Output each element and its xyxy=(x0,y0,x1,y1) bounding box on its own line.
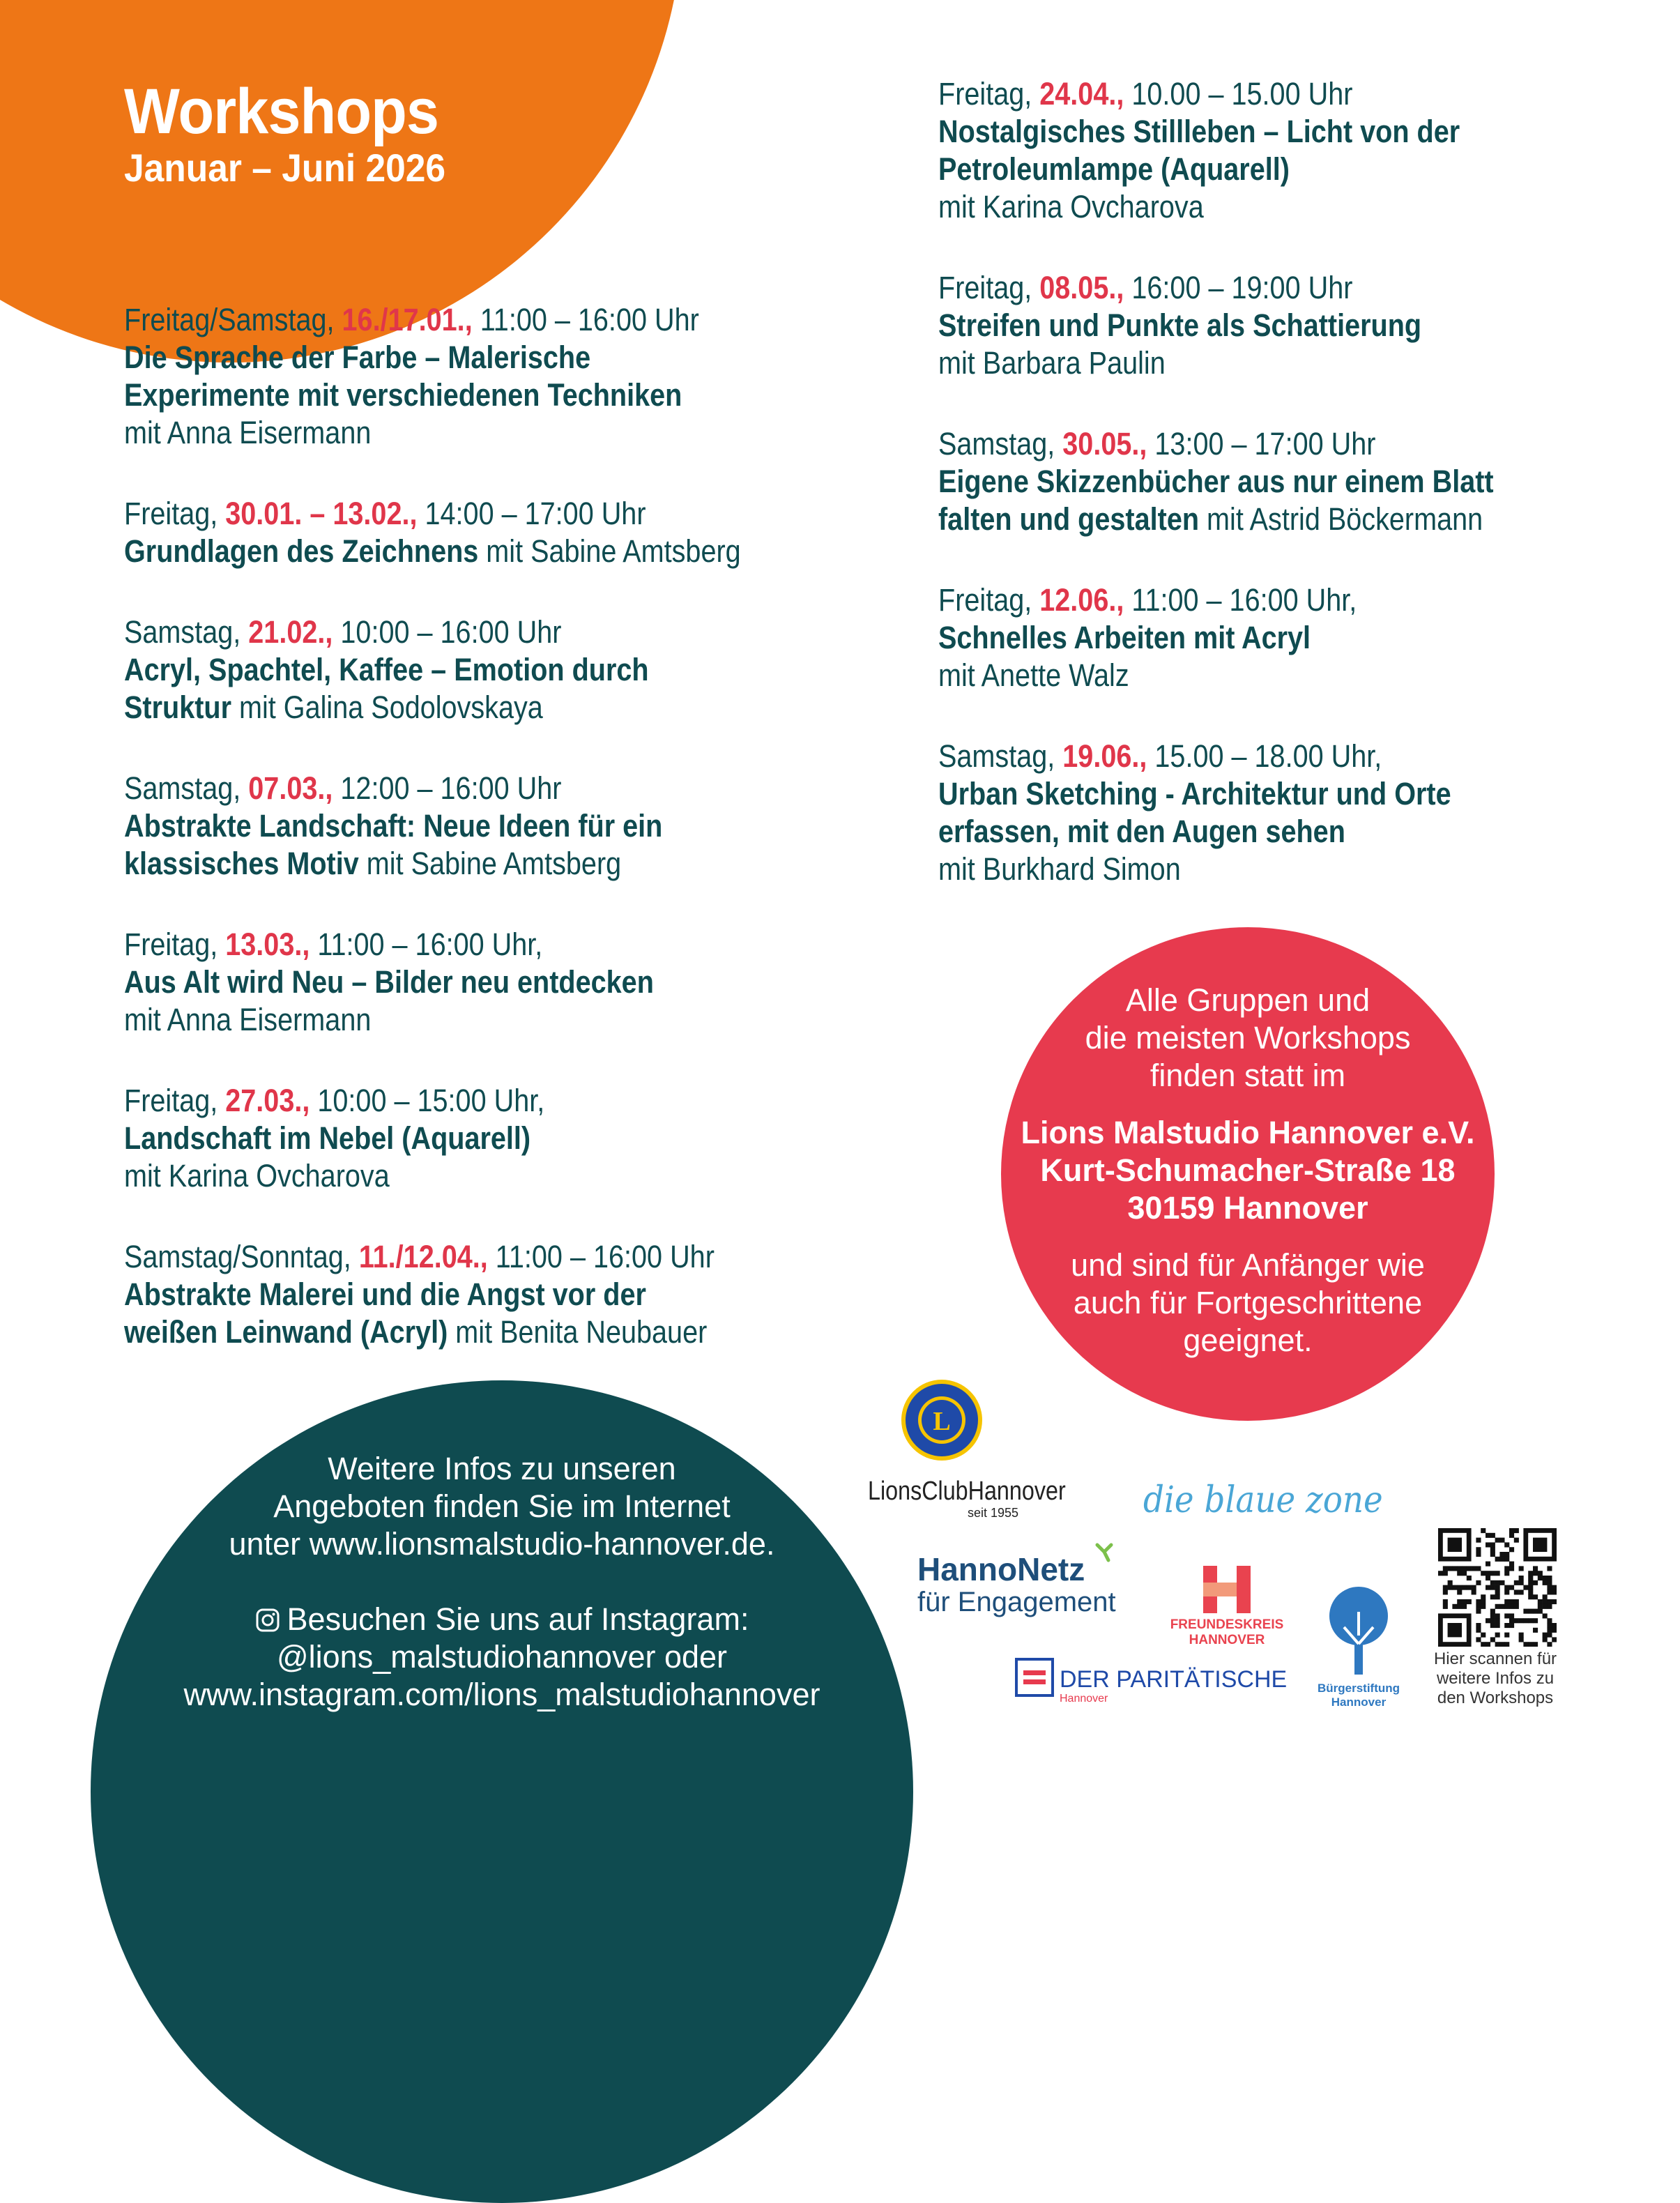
workshop-day: Samstag, xyxy=(124,614,249,650)
workshop-title-line xyxy=(938,463,1680,501)
workshop-schedule xyxy=(124,1238,885,1276)
workshop-entry xyxy=(124,495,885,570)
workshop-title: klassisches Motiv xyxy=(124,846,359,881)
workshop-date: 24.04., xyxy=(1039,76,1124,112)
workshop-title: Grundlagen des Zeichnens xyxy=(124,533,479,569)
workshop-entry xyxy=(124,1238,885,1351)
workshop-time: 16:00 – 19:00 Uhr xyxy=(1124,270,1353,305)
workshop-teacher: mit Astrid Böckermann xyxy=(1199,501,1483,537)
workshop-time: 15.00 – 18.00 Uhr, xyxy=(1147,738,1382,774)
venue-address-line: Kurt-Schumacher-Straße 18 xyxy=(1040,1152,1456,1188)
workshop-entry xyxy=(938,75,1680,226)
qr-caption xyxy=(1426,1649,1565,1708)
workshop-title: Petroleumlampe (Aquarell) xyxy=(938,151,1290,187)
lions-club-emblem-icon xyxy=(899,1378,984,1463)
workshop-entry xyxy=(124,770,885,883)
workshop-title-line xyxy=(938,775,1680,813)
workshop-day: Freitag, xyxy=(124,496,226,531)
instagram-url[interactable]: www.instagram.com/lions_malstudiohannover xyxy=(183,1677,820,1712)
workshop-date: 12.06., xyxy=(1039,582,1124,618)
workshop-date: 27.03., xyxy=(225,1083,310,1118)
hannonetz-logo-subtitle: für Engagement xyxy=(917,1587,1116,1617)
workshop-schedule xyxy=(124,301,885,339)
workshop-entry xyxy=(124,613,885,726)
workshop-time: 11:00 – 16:00 Uhr, xyxy=(310,927,543,962)
qr-caption-line: weitere Infos zu xyxy=(1436,1669,1555,1688)
workshop-date: 13.03., xyxy=(225,927,310,962)
workshop-title: Struktur xyxy=(124,689,232,725)
qr-code[interactable] xyxy=(1438,1528,1557,1647)
hannonetz-spark-icon xyxy=(1094,1542,1125,1563)
page-subtitle: Januar – Juni 2026 xyxy=(124,146,446,190)
workshop-title: Abstrakte Landschaft: Neue Ideen für ein xyxy=(124,808,663,844)
workshop-teacher: mit Anette Walz xyxy=(938,657,1129,693)
workshop-day: Samstag, xyxy=(938,738,1063,774)
venue-intro-line: Alle Gruppen und xyxy=(1125,982,1370,1018)
workshop-day: Samstag, xyxy=(938,426,1063,462)
workshop-day: Freitag, xyxy=(938,582,1040,618)
workshop-date: 16./17.01., xyxy=(342,302,473,337)
workshop-title-line xyxy=(938,501,1680,538)
workshop-time: 14:00 – 17:00 Uhr xyxy=(417,496,646,531)
workshop-day: Freitag, xyxy=(124,1083,226,1118)
paritaetische-logo-subtitle: Hannover xyxy=(1060,1693,1108,1705)
freundeskreis-logo-subtitle: HANNOVER xyxy=(1189,1633,1265,1647)
workshop-teacher: mit Sabine Amtsberg xyxy=(358,846,622,881)
buergerstiftung-logo-subtitle: Hannover xyxy=(1331,1695,1387,1709)
venue-outro-line: geeignet. xyxy=(1183,1322,1313,1358)
workshop-teacher: mit Sabine Amtsberg xyxy=(478,533,741,569)
venue-address-line: 30159 Hannover xyxy=(1127,1190,1368,1226)
workshop-title-line xyxy=(938,151,1680,188)
workshop-date: 08.05., xyxy=(1039,270,1124,305)
workshop-title: weißen Leinwand (Acryl) xyxy=(124,1314,448,1350)
buergerstiftung-logo-title: Bürgerstiftung xyxy=(1317,1682,1400,1695)
workshop-title: Urban Sketching - Architektur und Orte xyxy=(938,776,1451,811)
workshop-teacher: mit Anna Eisermann xyxy=(124,415,372,450)
instagram-handle[interactable]: @lions_malstudiohannover oder xyxy=(276,1639,728,1675)
workshop-time: 11:00 – 16:00 Uhr xyxy=(472,302,699,337)
venue-outro-line: und sind für Anfänger wie xyxy=(1071,1247,1425,1283)
workshop-title-line xyxy=(124,1276,885,1313)
workshop-title-line xyxy=(938,307,1680,344)
workshop-day: Freitag, xyxy=(938,76,1040,112)
workshop-entry xyxy=(938,581,1680,694)
workshop-date: 30.05., xyxy=(1062,426,1147,462)
workshop-title: Aus Alt wird Neu – Bilder neu entdecken xyxy=(124,964,654,1000)
workshop-schedule xyxy=(938,738,1680,775)
workshop-title-line xyxy=(124,845,885,883)
workshop-schedule xyxy=(124,770,885,807)
workshop-entry xyxy=(938,425,1680,538)
workshop-title-line xyxy=(938,113,1680,151)
workshop-title: Abstrakte Malerei und die Angst vor der xyxy=(124,1276,646,1312)
workshop-date: 19.06., xyxy=(1062,738,1147,774)
workshop-title: Experimente mit verschiedenen Techniken xyxy=(124,377,682,413)
paritaetische-logo-title: DER PARITÄTISCHE xyxy=(1060,1666,1288,1693)
workshop-time: 11:00 – 16:00 Uhr, xyxy=(1124,582,1357,618)
workshop-time: 13:00 – 17:00 Uhr xyxy=(1147,426,1376,462)
workshop-day: Samstag/Sonntag, xyxy=(124,1239,359,1274)
workshop-entry xyxy=(124,301,885,452)
workshop-date: 30.01. – 13.02., xyxy=(225,496,418,531)
web-info-line: Weitere Infos zu unseren xyxy=(328,1451,676,1486)
lions-club-since: seit 1955 xyxy=(968,1506,1019,1520)
web-info-line[interactable]: unter www.lionsmalstudio-hannover.de. xyxy=(229,1526,775,1562)
hannonetz-logo-title: HannoNetz xyxy=(917,1551,1085,1587)
blaue-zone-logo: die blaue zone xyxy=(1143,1479,1383,1521)
workshop-title-line xyxy=(124,376,885,414)
workshop-title: Acryl, Spachtel, Kaffee – Emotion durch xyxy=(124,652,649,687)
lions-club-name: LionsClubHannover xyxy=(868,1477,1066,1506)
workshop-title-line xyxy=(124,651,885,689)
paritaetische-mark-icon xyxy=(1015,1658,1054,1697)
workshop-schedule xyxy=(124,495,885,533)
workshop-date: 07.03., xyxy=(248,770,333,806)
workshop-title: Eigene Skizzenbücher aus nur einem Blatt xyxy=(938,464,1494,499)
workshop-schedule xyxy=(938,581,1680,619)
workshop-entry xyxy=(124,1082,885,1195)
instagram-icon xyxy=(255,1608,280,1633)
venue-outro-line: auch für Fortgeschrittene xyxy=(1073,1285,1423,1320)
venue-intro-line: finden statt im xyxy=(1150,1058,1346,1093)
workshop-title: Schnelles Arbeiten mit Acryl xyxy=(938,620,1311,655)
workshop-teacher: mit Karina Ovcharova xyxy=(938,189,1204,224)
workshop-teacher: mit Anna Eisermann xyxy=(124,1002,372,1037)
workshop-title: Streifen und Punkte als Schattierung xyxy=(938,307,1422,343)
workshop-time: 10.00 – 15.00 Uhr xyxy=(1124,76,1353,112)
workshop-teacher: mit Galina Sodolovskaya xyxy=(231,689,543,725)
workshop-schedule xyxy=(938,75,1680,113)
workshop-title-line xyxy=(124,533,885,570)
workshop-time: 10:00 – 16:00 Uhr xyxy=(333,614,562,650)
workshop-title-line xyxy=(124,339,885,376)
workshop-schedule xyxy=(124,1082,885,1120)
workshop-time: 11:00 – 16:00 Uhr xyxy=(487,1239,715,1274)
qr-caption-line: den Workshops xyxy=(1437,1689,1554,1707)
workshop-list-right xyxy=(938,75,1680,931)
web-info-line: Angeboten finden Sie im Internet xyxy=(273,1488,731,1524)
workshop-date: 11./12.04., xyxy=(358,1239,488,1274)
workshop-schedule xyxy=(938,425,1680,463)
workshop-teacher: mit Karina Ovcharova xyxy=(124,1158,390,1194)
workshop-list-left xyxy=(124,301,891,1394)
workshop-teacher: mit Barbara Paulin xyxy=(938,345,1166,381)
workshop-teacher: mit Burkhard Simon xyxy=(938,851,1181,887)
workshop-title-line xyxy=(124,1120,885,1157)
workshop-title: erfassen, mit den Augen sehen xyxy=(938,814,1345,849)
qr-caption-line: Hier scannen für xyxy=(1433,1649,1557,1668)
workshop-day: Samstag, xyxy=(124,770,249,806)
workshop-day: Freitag/Samstag, xyxy=(124,302,342,337)
buergerstiftung-tree-icon xyxy=(1316,1584,1401,1676)
workshop-entry xyxy=(938,269,1680,382)
workshop-day: Freitag, xyxy=(938,270,1040,305)
venue-address-line: Lions Malstudio Hannover e.V. xyxy=(1021,1115,1475,1150)
freundeskreis-cross-icon xyxy=(1200,1563,1253,1616)
workshop-title-line xyxy=(124,1313,885,1351)
freundeskreis-logo-title: FREUNDESKREIS xyxy=(1170,1617,1284,1632)
contact-info-text xyxy=(139,1450,864,1714)
instagram-info-line: Besuchen Sie uns auf Instagram: xyxy=(287,1601,749,1637)
workshop-title-line xyxy=(124,807,885,845)
workshop-teacher: mit Benita Neubauer xyxy=(448,1314,708,1350)
workshop-date: 21.02., xyxy=(248,614,333,650)
workshop-title-line xyxy=(938,813,1680,851)
workshop-day: Freitag, xyxy=(124,927,226,962)
venue-info-text xyxy=(1001,982,1495,1359)
workshop-schedule xyxy=(124,613,885,651)
workshop-schedule xyxy=(124,926,885,963)
workshop-entry xyxy=(938,738,1680,888)
svg-text:L: L xyxy=(933,1407,951,1436)
workshop-title: falten und gestalten xyxy=(938,501,1200,537)
workshop-schedule xyxy=(938,269,1680,307)
page-title: Workshops xyxy=(124,76,439,147)
workshop-time: 12:00 – 16:00 Uhr xyxy=(333,770,562,806)
venue-intro-line: die meisten Workshops xyxy=(1085,1020,1411,1055)
workshop-title-line xyxy=(938,619,1680,657)
workshop-title: Landschaft im Nebel (Aquarell) xyxy=(124,1120,531,1156)
workshop-title: Die Sprache der Farbe – Malerische xyxy=(124,340,591,375)
workshop-time: 10:00 – 15:00 Uhr, xyxy=(310,1083,545,1118)
workshop-entry xyxy=(124,926,885,1039)
workshop-title: Nostalgisches Stillleben – Licht von der xyxy=(938,114,1460,149)
workshop-title-line xyxy=(124,963,885,1001)
workshop-title-line xyxy=(124,689,885,726)
